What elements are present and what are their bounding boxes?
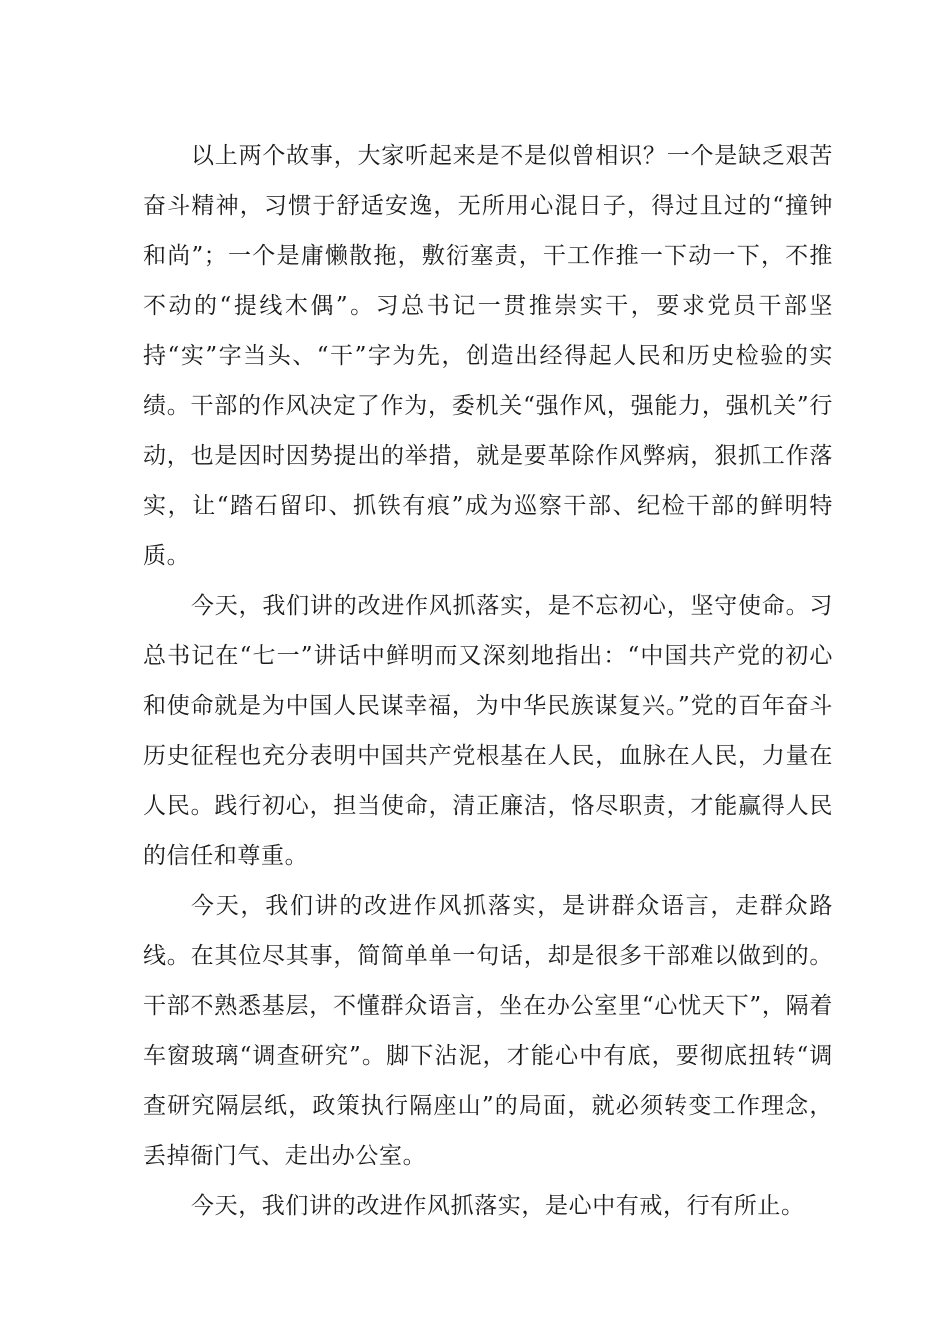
paragraph-3: 今天，我们讲的改进作风抓落实，是讲群众语言，走群众路线。在其位尽其事，简简单单一句话，却是很多干部难以做到的。干部不熟悉基层，不懂群众语言，坐在办公室里“心忧天下”，隔着车窗玻璃“调查研究”。脚下沾泥，才能心中有底，要彻底扭转“调查研究隔层纸，政策执行隔座山”的局面，就必须转变工作理念，丢掉衙门气、走出办公室。	[143, 893, 833, 1169]
paragraph-2: 今天，我们讲的改进作风抓落实，是不忘初心，坚守使命。习总书记在“七一”讲话中鲜明而又深刻地指出：“中国共产党的初心和使命就是为中国人民谋幸福，为中华民族谋复兴。”党的百年奋斗历史征程也充分表明中国共产党根基在人民，血脉在人民，力量在人民。践行初心，担当使命，清正廉洁，恪尽职责，才能赢得人民的信任和尊重。	[143, 593, 833, 869]
document-body	[143, 131, 833, 1231]
paragraph-4: 今天，我们讲的改进作风抓落实，是心中有戒，行有所止。	[191, 1193, 805, 1219]
paragraph-1: 以上两个故事，大家听起来是不是似曾相识？一个是缺乏艰苦奋斗精神，习惯于舒适安逸，无所用心混日子，得过且过的“撞钟和尚”；一个是庸懒散拖，敷衍塞责，干工作推一下动一下，不推不动的“提线木偶”。习总书记一贯推崇实干，要求党员干部坚持“实”字当头、“干”字为先，创造出经得起人民和历史检验的实绩。干部的作风决定了作为，委机关“强作风，强能力，强机关”行动，也是因时因势提出的举措，就是要革除作风弊病，狠抓工作落实，让“踏石留印、抓铁有痕”成为巡察干部、纪检干部的鲜明特质。	[143, 143, 833, 569]
